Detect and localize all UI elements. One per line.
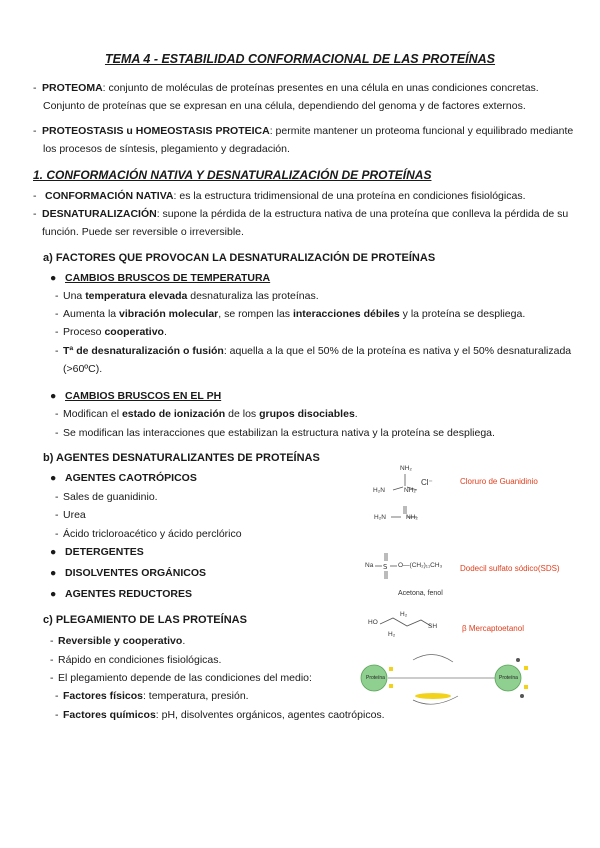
protein-label-left: Proteína xyxy=(366,675,385,681)
temp-item-3: - Proceso cooperativo. xyxy=(55,326,167,338)
caotropico-3: - Ácido tricloroacético y ácido perclórico xyxy=(55,528,242,540)
ph-item-2: - Se modifican las interacciones que estabilizan la estructura nativa y la proteína se despliega. xyxy=(55,427,495,439)
guanidinium-label: Cloruro de Guanidinio xyxy=(460,477,538,486)
chem-label: H₂ xyxy=(400,611,408,618)
chem-label: H₂ xyxy=(388,631,396,638)
temp-item-4: - Tª de desnaturalización o fusión: aquella a la que el 50% de la proteína es nativa y el 50% desnaturalizada xyxy=(55,345,572,357)
sds-label: Dodecil sulfato sódico(SDS) xyxy=(460,564,560,573)
folding-item-1: - Reversible y cooperativo. xyxy=(50,635,186,647)
mercaptoethanol-label: β Mercaptoetanol xyxy=(462,624,524,633)
reductores-item: ● AGENTES REDUCTORES xyxy=(50,588,192,600)
chem-label: NH₂ xyxy=(406,514,418,521)
svg-text:S: S xyxy=(383,563,388,571)
chem-label: HO xyxy=(368,619,378,626)
proteostasis-definition: - PROTEOSTASIS u HOMEOSTASIS PROTEICA: permite mantener un proteoma funcional y equilibrado mediante xyxy=(33,125,574,137)
nativa-definition: - CONFORMACIÓN NATIVA: es la estructura tridimensional de una proteína en condiciones fisiológicas. xyxy=(33,190,526,202)
disolventes-item: ● DISOLVENTES ORGÁNICOS xyxy=(50,567,206,579)
temp-item-2: - Aumenta la vibración molecular, se rompen las interacciones débiles y la proteína se despliega. xyxy=(55,308,526,320)
protein-label-right: Proteína xyxy=(499,675,518,681)
ph-item-1: - Modifican el estado de ionización de los grupos disociables. xyxy=(55,408,358,420)
chem-label: H₂N xyxy=(373,487,385,494)
temp-item-1: - Una temperatura elevada desnaturaliza las proteínas. xyxy=(55,290,319,302)
subsection-c-heading: c) PLEGAMIENTO DE LAS PROTEÍNAS xyxy=(43,614,247,626)
subsection-a-heading: a) FACTORES QUE PROVOCAN LA DESNATURALIZACIÓN DE PROTEÍNAS xyxy=(43,252,436,264)
desnaturalizacion-definition-cont: función. Puede ser reversible o irreversible. xyxy=(42,226,244,238)
caotropico-1: - Sales de guanidinio. xyxy=(55,491,158,503)
chem-label: O—(CH₂)₁₁CH₃ xyxy=(398,562,443,569)
chem-label: NH₂ xyxy=(400,465,412,472)
folding-item-2: - Rápido en condiciones fisiológicas. xyxy=(50,654,222,666)
folding-item-3: - El plegamiento depende de las condiciones del medio: xyxy=(50,672,312,684)
folding-item-4: - Factores físicos: temperatura, presión. xyxy=(55,690,249,702)
caotropicos-item: ● AGENTES CAOTRÓPICOS xyxy=(50,472,197,484)
ph-heading: ● CAMBIOS BRUSCOS EN EL PH xyxy=(50,390,222,402)
section-1-heading: 1. CONFORMACIÓN NATIVA Y DESNATURALIZACIÓN DE PROTEÍNAS xyxy=(33,168,432,182)
chem-label: Na xyxy=(365,562,374,569)
subsection-b-heading: b) AGENTES DESNATURALIZANTES DE PROTEÍNAS xyxy=(43,452,320,464)
page-title: TEMA 4 - ESTABILIDAD CONFORMACIONAL DE LAS PROTEÍNAS xyxy=(104,52,496,66)
temp-item-4-cont: (>60ºC). xyxy=(63,363,103,375)
detergentes-item: ● DETERGENTES xyxy=(50,546,144,558)
proteoma-definition: - PROTEOMA: conjunto de moléculas de proteínas presentes en una célula en unas condiciones concretas. xyxy=(33,82,539,94)
desnaturalizacion-definition: - DESNATURALIZACIÓN: supone la pérdida de la estructura nativa de una proteína que conlleva la pérdida de su xyxy=(33,208,569,220)
caotropico-2: - Urea xyxy=(55,509,86,521)
temperature-heading: ● CAMBIOS BRUSCOS DE TEMPERATURA xyxy=(50,272,271,284)
chem-label: SH xyxy=(428,623,438,630)
chem-label: H₂N xyxy=(374,514,386,521)
folding-item-5: - Factores químicos: pH, disolventes orgánicos, agentes caotrópicos. xyxy=(55,709,385,721)
proteostasis-definition-cont: los procesos de síntesis, plegamiento y degradación. xyxy=(43,143,290,155)
chem-label: Cl⁻ xyxy=(421,478,433,487)
acetone-label: Acetona, fenol xyxy=(398,590,443,597)
chem-label: NH₂ xyxy=(404,487,416,494)
proteoma-definition-cont: Conjunto de proteínas que se expresan en una célula, dependiendo del genoma y de factores externos. xyxy=(43,100,526,112)
